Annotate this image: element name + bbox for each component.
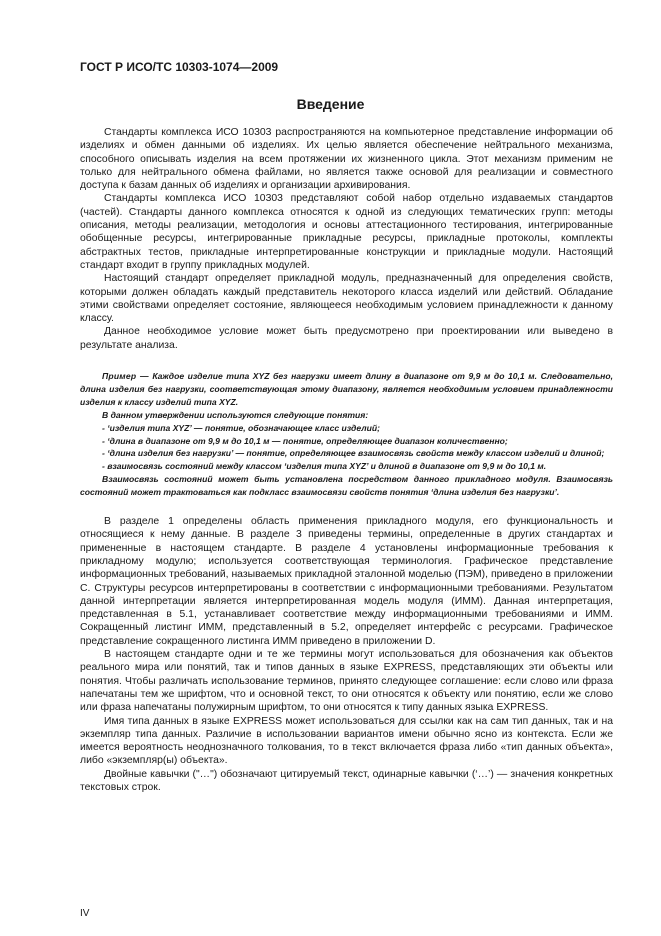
body-paragraph-1: В разделе 1 определены область применения прикладного модуля, его функциональность и относящиеся к нему данные. В разделе 3 приведены термины, определенные в других стандартах и примененные в настоящем стандарте. В разделе 4 установлены информационные требования к прикладному модулю; используется соответствующая терминология. Графическое представление информационных требований, называемых прикладной эталонной моделью (ПЭМ), приведено в приложении С. Структуры ресурсов интерпретированы в соответствии с информационными требованиями. Результатом данной интерпретации является интерпретированная модель модуля (ИММ). Данная интерпретация, представленная в 5.1, устанавливает соответствие между информационными требованиями и ИММ. Сокращенный листинг ИММ, представленный в 5.2, определяет интерфейс с ресурсами. Графическое представление сокращенного листинга ИММ приведено в приложении D. xyxy=(80,516,613,647)
example-block xyxy=(80,370,613,499)
example-concept-item: - ‘изделия типа XYZ’ — понятие, обозначающее класс изделий; xyxy=(102,422,380,433)
content-area xyxy=(80,126,613,794)
example-concept-item: - ‘длина изделия без нагрузки’ — понятие, определяющее взаимосвязь свойств между классом изделий и длиной; xyxy=(102,448,605,459)
body-paragraph-3: Имя типа данных в языке EXPRESS может использоваться для ссылки как на сам тип данных, так и на экземпляр типа данных. Различие в использовании вариантов имени обычно ясно из контекста. Если же имеется вероятность неоднозначного толкования, то в текст включается фраза либо «тип данных объекта», либо «экземпляр(ы) объекта». xyxy=(80,715,613,767)
example-concepts-intro: В данном утверждении используются следующие понятия: xyxy=(102,409,369,420)
document-id-header: ГОСТ Р ИСО/ТС 10303-1074—2009 xyxy=(80,60,279,74)
intro-paragraph-2: Стандарты комплекса ИСО 10303 представляют собой набор отдельно издаваемых стандартов (частей). Стандарты данного комплекса относятся к одной из следующих тематических групп: методы описания, методы реализации, методология и основы аттестационного тестирования, интегрированные обобщенные ресурсы, интегрированные прикладные ресурсы, прикладные протоколы, комплекты абстрактных тестов, прикладные интерпретированные конструкции и прикладные модули. Настоящий стандарт входит в группу прикладных модулей. xyxy=(80,193,613,271)
example-text xyxy=(80,370,613,409)
example-label: Пример — xyxy=(102,371,149,382)
example-concept-item: - ‘длина в диапазоне от 9,9 м до 10,1 м — понятие, определяющее диапазон количественно; xyxy=(102,435,508,446)
body-paragraph-2: В настоящем стандарте одни и те же термины могут использоваться для обозначения как объектов реального мира или понятий, так и типов данных в языке EXPRESS, представляющих эти объекты или понятия. Чтобы различать использование терминов, принято следующее соглашение: если слово или фраза напечатаны тем же шрифтом, что и основной текст, то они относятся к объекту или понятию, если же слово или фраза напечатаны полужирным шрифтом, то они относятся к типу данных языка EXPRESS. xyxy=(80,649,613,714)
intro-paragraph-4: Данное необходимое условие может быть предусмотрено при проектировании или выведено в результате анализа. xyxy=(80,326,613,351)
body-paragraph-4: Двойные кавычки ("…") обозначают цитируемый текст, одинарные кавычки (‘…’) — значения конкретных текстовых строк. xyxy=(80,768,613,794)
page-number: IV xyxy=(80,908,90,919)
example-conclusion: Взаимосвязь состояний может быть установлена посредством данного прикладного модуля. Взаимосвязь состояний может трактоваться как подкласс взаимосвязи свойств понятия ‘длина изделия без нагрузки’. xyxy=(80,474,613,498)
example-concept-item: - взаимосвязь состояний между классом ‘изделия типа XYZ’ и длиной в диапазоне от 9,9 м до 10,1 м. xyxy=(102,461,547,472)
page-title: Введение xyxy=(296,96,365,112)
intro-paragraph-1: Стандарты комплекса ИСО 10303 распространяются на компьютерное представление информации об изделиях и обмен данными об изделиях. Их целью является обеспечение нейтрального механизма, способного описывать изделия на всем протяжении их жизненного цикла. Этот механизм применим не только для нейтрального обмена файлами, но является также основой для реализации и совместного доступа к базам данных об изделиях и организации архивирования. xyxy=(80,127,613,192)
example-body: Каждое изделие типа XYZ без нагрузки имеет длину в диапазоне от 9,9 м до 10,1 м. Следовательно, длина изделия без нагрузки, соответствующая этому диапазону, является необходимым условием принадлежности изделия к классу изделий типа XYZ. xyxy=(80,371,613,407)
intro-paragraph-3: Настоящий стандарт определяет прикладной модуль, предназначенный для определения свойств, которыми должен обладать каждый представитель некоторого класса изделий или действий. Обладание этими свойствами определяет состояние, являющееся необходимым условием принадлежности к данному классу. xyxy=(80,273,613,325)
